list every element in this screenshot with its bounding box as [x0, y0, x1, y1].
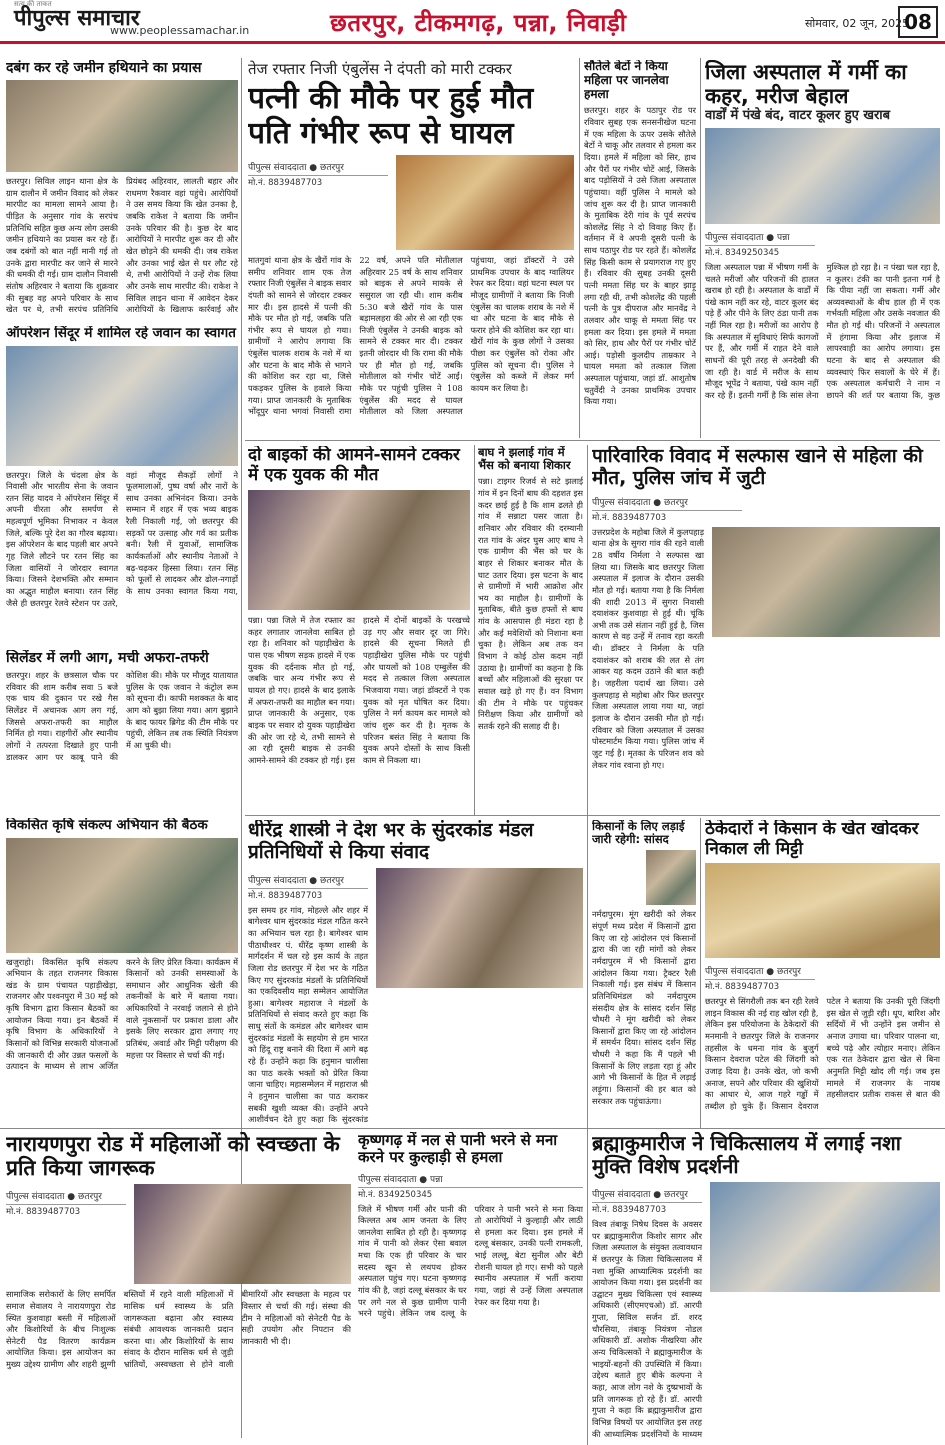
reporter-mobile: मो.नं. 8839487703: [248, 890, 323, 901]
reporter-mobile: मो.नं. 8349250345: [705, 247, 780, 258]
article-body: छतरपुर। शहर के छत्रसाल चौक पर रविवार की शाम करीब सवा 5 बजे एक चाय की दुकान पर रखे गैस सिलेंडर में अचानक आग लग गई, जिससे अफरा-तफरी का माहौल निर्मित हो गया। राहगीरों और स्थानीय लोगों ने तत्परता दिखाते हुए पानी डालकर आग पर काबू पाने की कोशिश की। मौके पर मौजूद यातायात पुलिस के एक जवान ने कंट्रोल रूम को सूचना दी। काफी मशक्कत के बाद आग को बुझा लिया गया। आग बुझाने के बाद फायर ब्रिगेड की टीम मौके पर पहुंची, लेकिन तब तक स्थिति नियंत्रण में आ चुकी थी।: [6, 670, 238, 762]
reporter-mobile: मो.नं. 8839487703: [705, 982, 780, 993]
article-sundarkand-meet: [248, 820, 583, 1125]
article-stepson-attack: [584, 60, 696, 438]
article-cylinder-fire: [6, 650, 238, 810]
article-body: सामाजिक सरोकारों के लिए समर्पित समाज सेवालय ने नारायणपुरा रोड स्थित कुशवाहा बस्ती में महिलाओं और किशोरियों के बीच निःशुल्क सेनेटरी पैड वितरण कार्यक्रम आयोजित किया। इस आयोजन का मुख्य उद्देश्य ग्रामीण और शहरी झुग्गी बस्तियों में रहने वाली महिलाओं में मासिक धर्म स्वास्थ्य के प्रति जागरूकता बढ़ाना और स्वास्थ्य संबंधी आवश्यक जानकारी प्रदान करना था। और किशोरियों के साथ संवाद के दौरान मासिक धर्म से जुड़ी भ्रांतियों, अस्वच्छता से होने वाली बीमारियों और स्वच्छता के महत्व पर विस्तार से चर्चा की गई। संस्था की टीम ने महिलाओं को सेनेटरी पैड के सही उपयोग और निपटान की जानकारी भी दी।: [6, 1289, 351, 1370]
article-soldier-welcome: [6, 326, 238, 618]
article-tiger-attack: [478, 446, 583, 812]
news-photo-hospital-ward: [705, 128, 940, 224]
article-sulphas-death: [592, 446, 940, 812]
row-divider: [245, 440, 940, 441]
column-divider: [700, 818, 701, 1128]
article-headline[interactable]: सौतेले बेटों ने किया महिला पर जानलेवा हमला: [584, 60, 669, 101]
news-photo-crowd: [248, 490, 470, 610]
reporter-mobile: मो.नं. 8839487703: [592, 1205, 667, 1215]
masthead: [0, 0, 945, 44]
article-body: नर्मदापुरम। मूंग खरीदी को लेकर संपूर्ण मध्य प्रदेश में किसानों द्वारा किए जा रहे आंदोलन एवं किसानों द्वारा की जा रही मांगों को लेकर नर्मदापुरम में भी किसानों द्वारा आंदोलन किया गया। ट्रैक्टर रैली निकाली गई। इस संबंध में किसान प्रतिनिधिमंडल को नर्मदापुरम संसदीय क्षेत्र के सांसद दर्शन सिंह चौधरी ने मूंग खरीदी को लेकर किसानों द्वारा किए जा रहे आंदोलन में समर्थन दिया। सांसद दर्शन सिंह चौधरी ने कहा कि मैं पहले भी किसानों के लिए लड़ता रहा हूं और आगे भी किसानों के हित में लड़ाई लड़ूंगा। किसानों की हर बात को सरकार तक पहुंचाऊंगा।: [592, 909, 696, 1106]
article-byline: पीपुल्स संवाददाता ● छतरपुर: [592, 1185, 702, 1203]
article-land-dispute: [6, 60, 238, 322]
article-soil-excavation: [705, 820, 940, 1125]
article-body: जिले में भीषण गर्मी और पानी की किल्लत अब आम जनता के लिए जानलेवा साबित हो रही है। कृष्णगढ़ गांव में पानी को लेकर ऐसा बवाल मचा कि एक ही परिवार के चार सदस्य खून से लथपथ होकर अस्पताल पहुंच गए। घटना कृष्णगढ़ गांव की है, जहां दल्लू बंसकार के घर पर लगे नल से कुछ ग्रामीण पानी भरने पहुंचे। लेकिन जब दल्लू के परिवार ने पानी भरने से मना किया तो आरोपियों ने कुल्हाड़ी और लाठी से हमला कर दिया। इस हमले में दल्लू बंसकार, उनकी पत्नी रामकली, भाई लल्लू, बेटा सुनील और बेटी रोशनी घायल हो गए। सभी को पहले स्थानीय अस्पताल में भर्ती कराया गया, जहां से उन्हें जिला अस्पताल रेफर कर दिया गया है।: [358, 1203, 583, 1319]
article-de-addiction-exhibition: [592, 1132, 940, 1440]
article-body: मातगुवां थाना क्षेत्र के खैरों गांव के समीप शनिवार शाम एक तेज रफ्तार निजी एंबुलेंस ने बाइक सवार दंपती को सामने से जोरदार टक्कर मार दी। इस हादसे में पत्नी की मौके पर मौत हो गई, जबकि पति गंभीर रूप से घायल हो गया। ग्रामीणों ने आरोप लगाया कि एंबुलेंस चालक शराब के नशे में था और घटना के बाद मौके से भागने की कोशिश कर रहा था, जिसे पकड़कर पुलिस के हवाले किया गया। प्राप्त जानकारी के मुताबिक भोंदूपुर थाना भगवां निवासी रामा 22 वर्ष, अपने पति मोतीलाल अहिरवार 25 वर्ष के साथ शनिवार को बाइक से अपने मायके से ससुराल जा रही थी। शाम करीब 5:30 बजे खैरों गांव के पास बड़ामलहरा की ओर से आ रही एक निजी एंबुलेंस ने उनकी बाइक को सामने से टक्कर मार दी। टक्कर इतनी जोरदार थी कि रामा की मौके पर ही मौत हो गई, जबकि मोतीलाल को गंभीर चोटें आईं। मौके पर पहुंची पुलिस ने 108 एंबुलेंस की मदद से घायल मोतीलाल को जिला अस्पताल पहुंचाया, जहां डॉक्टरों ने उसे प्राथमिक उपचार के बाद ग्वालियर रेफर कर दिया। वहां घटना स्थल पर मौजूद ग्रामीणों ने बताया कि निजी एंबुलेंस का चालक शराब के नशे में था और घटना के बाद मौके से फरार होने की कोशिश कर रहा था। खैरों गांव के कुछ लोगों ने उसका पीछा कर एंबुलेंस को रोका और पुलिस को सूचना दी। पुलिस ने एंबुलेंस को कब्जे में लेकर मर्ग कायम कर लिया है।: [248, 255, 574, 417]
article-mp-farmers: [592, 820, 696, 1125]
article-byline: पीपुल्स संवाददाता ● छतरपुर: [248, 871, 368, 889]
article-body: छतरपुर से सिंगरौली तक बन रही रेलवे लाइन विकास की नई राह खोल रही है, लेकिन इस परियोजना के ठेकेदारों की मनमानी ने छतरपुर जिले के राजनगर तहसील के धमना गांव के बुजुर्ग किसान देवराज पटेल की जिंदगी को उजाड़ दिया है। उनके खेत, जो कभी अनाज, सपने और परिवार की खुशियों का आधार थे, आज गहरे गड्ढों में तब्दील हो चुके हैं। किसान देवराज पटेल ने बताया कि उनकी पूरी जिंदगी इस खेत से जुड़ी रही। धूप, बारिश और सर्दियों में भी उन्होंने इस जमीन से अनाज उगाया था। परिवार पालना था, बच्चे पढ़े और त्योहार मनाए। लेकिन एक रात ठेकेदार द्वारा खेत से बिना अनुमति मिट्टी खोद ली गई। जब इस मामले में राजनगर के नायब तहसीलदार प्रतीक राकस से बात की: [705, 996, 940, 1111]
news-photo-villagers: [6, 80, 238, 172]
row-divider: [245, 815, 940, 816]
article-headline[interactable]: सिलेंडर में लगी आग, मची अफरा-तफरी: [6, 650, 209, 666]
article-byline: पीपुल्स संवाददाता ● पन्ना: [358, 1170, 583, 1188]
reporter-mobile: मो.नं. 8839487703: [6, 1207, 81, 1218]
news-photo-accident-scene: [396, 155, 574, 250]
reporter-mobile: मो.नं. 8349250345: [358, 1189, 433, 1200]
article-body: विश्व तंबाकू निषेध दिवस के अवसर पर ब्रह्माकुमारीज किशोर सागर और जिला अस्पताल के संयुक्त तत्वावधान में छतरपुर के जिला चिकित्सालय में नशा मुक्ति आध्यात्मिक प्रदर्शनी का आयोजन किया गया। इस प्रदर्शनी का उद्घाटन मुख्य चिकित्सा एवं स्वास्थ्य अधिकारी (सीएमएचओ) डॉ. आरपी गुप्ता, सिविल सर्जन डॉ. शरद चौरसिया, तंबाकू नियंत्रण नोडल अधिकारी डॉ. अशोक नीखरिया और अन्य चिकित्सकों ने ब्रह्माकुमारीज के भाइयों-बहनों की उपस्थिति में किया। उद्देश्य बताते हुए बीके कल्पना ने कहा, आज लोग नशे के दुष्प्रभावों के प्रति जागरूक हो रहे हैं। डॉ. आरपी गुप्ता ने कहा कि ब्रह्माकुमारीज द्वारा विभिन्न विषयों पर आयोजित इस तरह की आध्यात्मिक प्रदर्शनियों के माध्यम: [592, 1219, 702, 1439]
region-title: छतरपुर, टीकमगढ़, पन्ना, निवाड़ी: [330, 9, 627, 37]
edition-date: सोमवार, 02 जून, 2025: [805, 17, 910, 30]
article-body: पन्ना। पन्ना जिले में तेज रफ्तार का कहर लगातार जानलेवा साबित हो रहा है। शनिवार को पहाड़ीखेरा के पास एक भीषण सड़क हादसे में एक युवक की दर्दनाक मौत हो गई, जबकि चार अन्य गंभीर रूप से घायल हो गए। हादसे के बाद इलाके में अफरा-तफरी का माहौल बन गया। प्राप्त जानकारी के अनुसार, एक बाइक पर सवार दो युवक पहाड़ीखेरा की ओर जा रहे थे, तभी सामने से आ रही दूसरी बाइक से उनकी आमने-सामने की टक्कर हो गई। इस हादसे में दोनों बाइकों के परखच्चे उड़ गए और सवार दूर जा गिरे। हादसे की सूचना मिलते ही पहाड़ीखेरा पुलिस मौके पर पहुंची और घायलों को 108 एम्बुलेंस की मदद से तत्काल जिला अस्पताल भिजवाया गया। जहां डॉक्टरों ने एक युवक को मृत घोषित कर दिया। पुलिस ने मर्ग कायम कर मामले को जांच शुरू कर दी है। मृतक के परिजन बसंत सिंह ने बताया कि युवक अपने दोस्तों के साथ किसी काम से निकला था।: [248, 615, 470, 765]
article-byline: पीपुल्स संवाददाता ● पन्ना: [705, 228, 815, 246]
article-body: उत्तरप्रदेश के महोबा जिले में कुलपहाड़ थाना क्षेत्र के सुगरा गांव की रहने वाली 28 वर्षीय निर्मला ने सल्फास खा लिया था। जिसके बाद छतरपुर जिला अस्पताल में इलाज के दौरान उसकी मौत हो गई। बताया गया है कि निर्मला की शादी 2013 में सुगरा निवासी दयाशंकर कुशवाहा से हुई थी। चूंकि अभी तक उसे संतान नहीं हुई है, जिस कारण से वह उन्हें में तनाव रहा करती थी। डॉक्टर ने निर्मला के पति दयाशंकर को शराब की लत से तंग आकर यह कदम उठाने की बात कही है। जहरीला पदार्थ खा लिया। उसे कुलपहाड़ से महोबा और फिर छतरपुर जिला अस्पताल लाया गया था, जहां इलाज के दौरान उसकी मौत हो गई। रविवार को जिला अस्पताल में उसका पोस्टमार्टम किया गया। पुलिस जांच में जुट गई है। मृतका के परिजन शव को लेकर गांव रवाना हो गए।: [592, 526, 704, 770]
article-body: पन्ना। टाइगर रिजर्व से सटे झलाई गांव में इन दिनों बाघ की दहशत इस कदर छाई हुई है कि शाम ढलते ही गांव में सन्नाटा पसर जाता है। शनिवार और रविवार की दरम्यानी रात गांव के अंदर घुस आए बाघ ने एक ग्रामीण की भैंस को घर के बाहर से शिकार बनाकर मौत के घाट उतार दिया। इस घटना के बाद से ग्रामीणों में भारी आक्रोश और भय का माहौल है। ग्रामीणों के मुताबिक, बीते कुछ हफ्तों से बाघ गांव के आसपास ही मंडरा रहा है और कई मवेशियों को निशाना बना चुका है। लेकिन अब तक वन विभाग ने कोई ठोस कदम नहीं उठाया है। ग्रामीणों का कहना है कि बच्चों और महिलाओं की सुरक्षा पर सवाल खड़े हो गए हैं। वन विभाग की टीम ने मौके पर पहुंचकर निरीक्षण किया और ग्रामीणों को सतर्क रहने की सलाह दी है।: [478, 476, 583, 731]
news-photo-dug-field: [705, 863, 940, 958]
article-byline: पीपुल्स संवाददाता ● छतरपुर: [705, 962, 815, 980]
article-headline[interactable]: किसानों के लिए लड़ाई जारी रहेगी: सांसद: [592, 820, 685, 847]
column-divider: [587, 445, 588, 1445]
news-photo-meeting: [6, 838, 238, 953]
article-headline[interactable]: पत्नी की मौके पर हुई मौत पति गंभीर रूप से घायल: [248, 81, 534, 151]
column-divider: [579, 58, 580, 438]
article-body: छतरपुर। शहर के पठापुर रोड पर रविवार सुबह एक सनसनीखेज घटना में एक महिला के ऊपर उसके सौतेले बेटों ने चाकू और तलवार से हमला कर दिया। हमले में महिला को सिर, हाथ और पैरों पर गंभीर चोटें आई, जिसके बाद पड़ोसियों ने उसे जिला अस्पताल पहुंचाया। वहीं पुलिस ने मामले को जांच शुरू कर दी है। प्राप्त जानकारी के मुताबिक देरी गांव के पूर्व सरपंच कोशलेंद्र सिंह ने दो विवाह किए हैं। वर्तमान में वे अपनी दूसरी पत्नी के साथ पठापुर रोड पर रहते हैं। कोशलेंद्र सिंह किसी काम से प्रयागराज गए हुए हैं। रविवार की सुबह उनकी दूसरी पत्नी ममता सिंह घर के बाहर झाड़ू लगा रही थी, तभी कोशलेंद्र की पहली पत्नी के पुत्र दीपराज और मानवेंद्र ने तलवार और चाकू से ममता सिंह पर हमला कर दिया। इस हमले में ममता को सिर, हाथ और पैरों पर गंभीर चोटें आई। पड़ोसी कुलदीप ताम्रकार ने घायल ममता को तत्काल जिला अस्पताल पहुंचाया, जहां डॉ. आशुतोष चतुर्वेदी ने उनका प्राथमिक उपचार किया गया।: [584, 105, 696, 407]
news-photo-mp-portrait: [646, 850, 696, 905]
article-headline[interactable]: पारिवारिक विवाद में सल्फास खाने से महिला की मौत, पुलिस जांच में जुटी: [592, 446, 923, 489]
article-byline: पीपुल्स संवाददाता ● छतरपुर: [592, 493, 742, 511]
article-headline[interactable]: बाघ ने झलाई गांव में भैंस को बनाया शिकार: [478, 446, 571, 473]
article-headline[interactable]: ब्रह्माकुमारीज ने चिकित्सालय में लगाई नशा मुक्ति विशेष प्रदर्शनी: [592, 1132, 901, 1178]
news-photo-village-house: [712, 527, 940, 637]
article-headline[interactable]: जिला अस्पताल में गर्मी का कहर, मरीज बेहाल: [705, 60, 907, 109]
article-headline[interactable]: विकसित कृषि संकल्प अभियान की बैठक: [6, 818, 208, 833]
article-agri-campaign: [6, 818, 238, 1123]
article-body: खजुराहो। विकसित कृषि संकल्प अभियान के तहत राजनगर विकास खंड के ग्राम पंचायत पहाड़ीखेड़ा, राजनगर और पश्वनपुरा में 30 मई को कृषि विभाग द्वारा किसान बैठकों का आयोजन किया गया। इन बैठकों में कृषि विभाग के अधिकारियों ने किसानों को विभिन्न सरकारी योजनाओं की जानकारी दी और उन्नत फसलों के उत्पादन के माध्यम से लाभ अर्जित करने के लिए प्रेरित किया। कार्यक्रम में किसानों को उनकी समस्याओं के समाधान और आधुनिक खेती की तकनीकों के बारे में बताया गया। अधिकारियों ने नरवाई जलाने से होने वाले नुकसानों पर प्रकाश डाला और इसके लिए सरकार द्वारा लगाए गए प्रतिबंध, अवार्ड और मिट्टी परीक्षण की महत्ता पर विस्तार से चर्चा की गई।: [6, 956, 238, 1072]
article-hospital-heat: [705, 60, 940, 438]
news-photo-soldier: [6, 346, 238, 466]
article-headline[interactable]: दो बाइकों की आमने-सामने टक्कर में एक युवक की मौत: [248, 446, 460, 485]
article-byline: पीपुल्स संवाददाता ● छतरपुर: [248, 158, 388, 176]
reporter-mobile: मो.नं. 8839487703: [592, 512, 667, 523]
article-body: छतरपुर। जिले के चंदला क्षेत्र के निवासी और भारतीय सेना के जवान रतन सिंह यादव ने ऑपरेशन सिंदूर में अपनी वीरता और समर्पण से महत्वपूर्ण भूमिका निभाकर न केवल जिले, बल्कि पूरे देश का गौरव बढ़ाया। इस ऑपरेशन के बाद पहली बार अपने गृह जिले लौटने पर रतन सिंह का जिला वासियों ने जोरदार स्वागत किया। जिसने देशभक्ति और सम्मान का अद्भुत माहौल बनाया। रतन सिंह जैसे ही छतरपुर रेलवे स्टेशन पर उतरे, वहां मौजूद सैकड़ों लोगों ने फूलमालाओं, पुष्प वर्षा और नारों के साथ उनका अभिनंदन किया। उनके सम्मान में शहर में एक भव्य बाइक रैली निकाली गई, जो छतरपुर की सड़कों पर उत्साह और गर्व का प्रतीक बनी। रैली में युवाओं, सामाजिक कार्यकर्ताओं और स्थानीय नेताओं ने बढ़-चढ़कर हिस्सा लिया। रतन सिंह को फूलों से लादकर और ढोल-नगाड़ों के साथ उनका स्वागत किया गया,: [6, 469, 238, 608]
news-photo-stage: [376, 868, 583, 988]
article-headline[interactable]: नारायणपुरा रोड में महिलाओं को स्वच्छता के प्रति किया जागरूक: [6, 1132, 340, 1181]
article-headline[interactable]: ठेकेदारों ने किसान के खेत खोदकर निकाल ली मिट्टी: [705, 820, 919, 859]
article-bike-collision: [248, 446, 470, 812]
article-body: जिला अस्पताल पन्ना में भीषण गर्मी के चलते मरीजों और परिजनों की हालत खराब हो रही है। अस्पताल के वार्डों में पंखे काम नहीं कर रहे, वाटर कूलर बंद पड़े हैं और पीने के लिए ठंडा पानी तक नहीं मिल रहा है। मरीजों का आरोप है कि अस्पताल में सुविधाएं सिर्फ कागजों पर हैं, और गर्मी में राहत देने वाले साधनों की पूरी तरह से अनदेखी की जा रही है। वार्ड में मरीज के साथ मौजूद भूपेंद्र ने बताया, पंखे काम नहीं कर रहे हैं। इतनी गर्मी है कि सांस लेना मुश्किल हो रहा है। न पंखा चल रहा है, न कूलर। टंकी का पानी इतना गर्म है कि पीया नहीं जा सकता। गर्मी और अव्यवस्थाओं के बीच हाल ही में एक गर्भवती महिला और उसके नवजात की मौत हो गई थी। परिजनों ने अस्पताल में हंगामा किया और इलाज में लापरवाही का आरोप लगाया। इस घटना के बाद से अस्पताल की व्यवस्थाएं फिर सवालों के घेरे में हैं। एक अस्पताल कर्मचारी ने नाम न छापने की शर्त पर बताया कि, कुछ: [705, 261, 940, 400]
article-kicker: तेज रफ्तार निजी एंबुलेंस ने दंपती को मारी टक्कर: [248, 60, 512, 78]
column-divider: [700, 58, 701, 438]
article-water-axe-attack: [358, 1132, 583, 1440]
news-photo-women-group: [134, 1184, 351, 1284]
article-ambulance-accident: [248, 60, 574, 438]
newspaper-logo[interactable]: पीपुल्स समाचार: [14, 6, 140, 31]
article-headline[interactable]: दबंग कर रहे जमीन हथियाने का प्रयास: [6, 60, 202, 76]
article-byline: पीपुल्स संवाददाता ● छतरपुर: [6, 1187, 126, 1205]
article-body: इस समय हर गांव, मोहल्ले और शहर में बागेश्वर धाम सुंदरकांड मंडल गठित करने का अभियान चल रहा है। बागेश्वर धाम पीठाधीश्वर पं. धीरेंद्र कृष्ण शास्त्री के मार्गदर्शन में चल रहे इस कार्य के तहत जिला रोड छतरपुर में देश भर के गठित किए गए सुंदरकांड मंडलों के प्रतिनिधियों का एकदिवसीय महा सम्मेलन आयोजित हुआ। बागेश्वर महाराज ने मंडलों के प्रतिनिधियों से संवाद करते हुए कहा कि साधु संतों के कमंडल और बागेश्वर धाम सुंदरकांड मंडलों के सहयोग से हम भारत को हिंदू राष्ट्र बनाने की दिशा में आगे बढ़ रहे हैं। उन्होंने कहा कि हनुमान चालीसा का पाठ करके भक्तों को प्रेरित किया जाना चाहिए। महासम्मेलन में महाराज श्री ने हनुमान चालीसा का पाठ कराकर सबकी खुशी व्यक्त की। उन्होंने अपने आशीर्वचन देते हुए कहा कि सुंदरकांड: [248, 904, 368, 1125]
article-body: छतरपुर। सिविल लाइन थाना क्षेत्र के ग्राम दालौन में जमीन विवाद को लेकर मारपीट का मामला सामने आया है। पीड़ित के अनुसार गांव के सरपंच प्रतिनिधि सहित कुछ अन्य लोग उसकी जमीन हथियाने का प्रयास कर रहे हैं। जब दबंगों को बात नहीं मानी गई तो उनके द्वारा मारपीट कर जाने से मारने की धमकी दी गई। ग्राम दालौन निवासी संतोष अहिरवार ने बताया कि शुक्रवार की सुबह वह अपने परिवार के साथ खेत पर थे, तभी सरपंच प्रतिनिधि प्रियंबद अहिरवार, लालती बहार और राधमण रैकवार वहां पहुंचे। आरोपियों ने उस समय किया कि खेत उनका है, जबकि राकेश ने बताया कि जमीन उनके परिवार की है। कुछ देर बाद आरोपियों ने मारपीट शुरू कर दी और खेत छोड़ने की धमकी दी। जब राकेश और उनका भाई खेत से घर लौट रहे थे, तभी आरोपियों ने उन्हें रोक लिया और उनके साथ मारपीट की। राकेश ने सिविल लाइन थाना में आवेदन देकर आरोपियों के खिलाफ कार्रवाई और: [6, 176, 238, 315]
reporter-mobile: मो.नं. 8839487703: [248, 178, 323, 188]
article-headline[interactable]: धीरेंद्र शास्त्री ने देश भर के सुंदरकांड मंडल प्रतिनिधियों से किया संवाद: [248, 820, 534, 863]
article-headline[interactable]: ऑपरेशन सिंदूर में शामिल रहे जवान का स्वागत: [6, 326, 236, 341]
article-subhead: वार्डों में पंखे बंद, वाटर कूलर हुए खराब: [705, 108, 891, 124]
masthead-tagline: सत्य की ताकत: [14, 0, 52, 8]
article-headline[interactable]: कृष्णगढ़ में नल से पानी भरने से मना करने पर कुल्हाड़ी से हमला: [358, 1132, 558, 1167]
website-url[interactable]: www.peoplessamachar.in: [110, 24, 250, 37]
page-number: 08: [898, 6, 938, 38]
news-photo-exhibition: [710, 1182, 940, 1292]
article-hygiene-awareness: [6, 1132, 351, 1440]
column-divider: [474, 445, 475, 815]
row-divider: [0, 1128, 945, 1129]
